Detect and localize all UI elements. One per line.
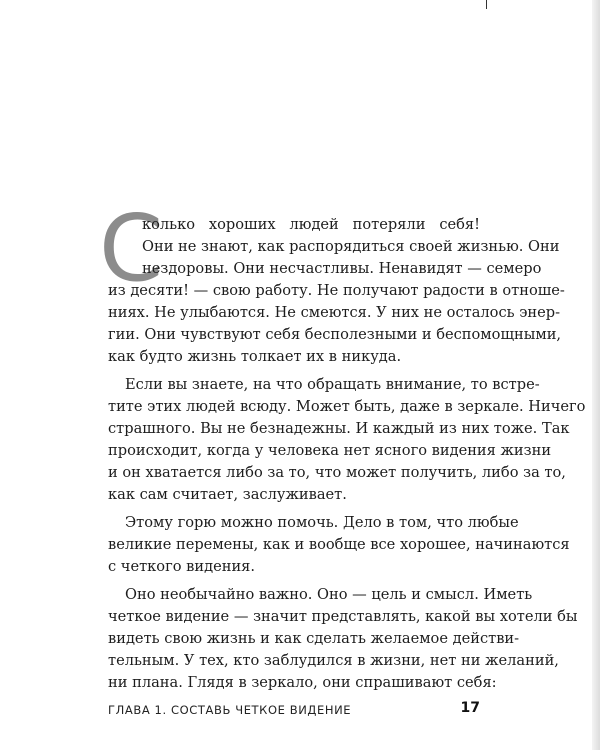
text-line: Этому горю можно помочь. Дело в том, что любые bbox=[125, 514, 519, 531]
paragraph bbox=[108, 512, 570, 578]
text-line: видеть свою жизнь и как сделать желаемое действи- bbox=[108, 630, 520, 647]
text-line: из десяти! — свою работу. Не получают радости в отноше- bbox=[108, 282, 565, 299]
text-line: ни плана. Глядя в зеркало, они спрашивают себя: bbox=[108, 674, 497, 691]
text-line: Они не знают, как распорядиться своей жизнью. Они bbox=[142, 238, 560, 255]
paragraph bbox=[108, 584, 578, 694]
text-line: с четкого видения. bbox=[108, 558, 256, 575]
text-line: как будто жизнь толкает их в никуда. bbox=[108, 348, 402, 365]
text-line: тельным. У тех, кто заблудился в жизни, нет ни желаний, bbox=[108, 652, 559, 669]
page-edge bbox=[592, 0, 600, 750]
paragraph bbox=[108, 214, 565, 368]
paragraph bbox=[108, 374, 586, 506]
text-line: гии. Они чувствуют себя бесполезными и беспомощными, bbox=[108, 326, 562, 343]
text-line: Если вы знаете, на что обращать внимание, то встре- bbox=[125, 376, 540, 393]
page-number: 17 bbox=[460, 700, 480, 716]
text-line: великие перемены, как и вообще все хорошее, начинаются bbox=[108, 536, 570, 553]
text-line: колько хороших людей потеряли себя! bbox=[142, 216, 480, 233]
text-line: нездоровы. Они несчастливы. Ненавидят — семеро bbox=[142, 260, 542, 277]
drop-cap: С bbox=[99, 195, 164, 302]
text-line: ниях. Не улыбаются. Не смеются. У них не осталось энер- bbox=[108, 304, 561, 321]
page-trim-mark bbox=[486, 0, 487, 9]
text-line: как сам считает, заслуживает. bbox=[108, 486, 347, 503]
text-line: тите этих людей всюду. Может быть, даже в зеркале. Ничего bbox=[108, 398, 586, 415]
running-head: ГЛАВА 1. СОСТАВЬ ЧЕТКОЕ ВИДЕНИЕ bbox=[108, 703, 352, 717]
text-line: и он хватается либо за то, что может получить, либо за то, bbox=[108, 464, 566, 481]
text-line: страшного. Вы не безнадежны. И каждый из них тоже. Так bbox=[108, 420, 570, 437]
page-footer bbox=[108, 700, 480, 722]
body-text bbox=[108, 214, 586, 694]
text-line: Оно необычайно важно. Оно — цель и смысл. Иметь bbox=[125, 586, 533, 603]
text-line: четкое видение — значит представлять, какой вы хотели бы bbox=[108, 608, 578, 625]
text-line: происходит, когда у человека нет ясного видения жизни bbox=[108, 442, 552, 459]
